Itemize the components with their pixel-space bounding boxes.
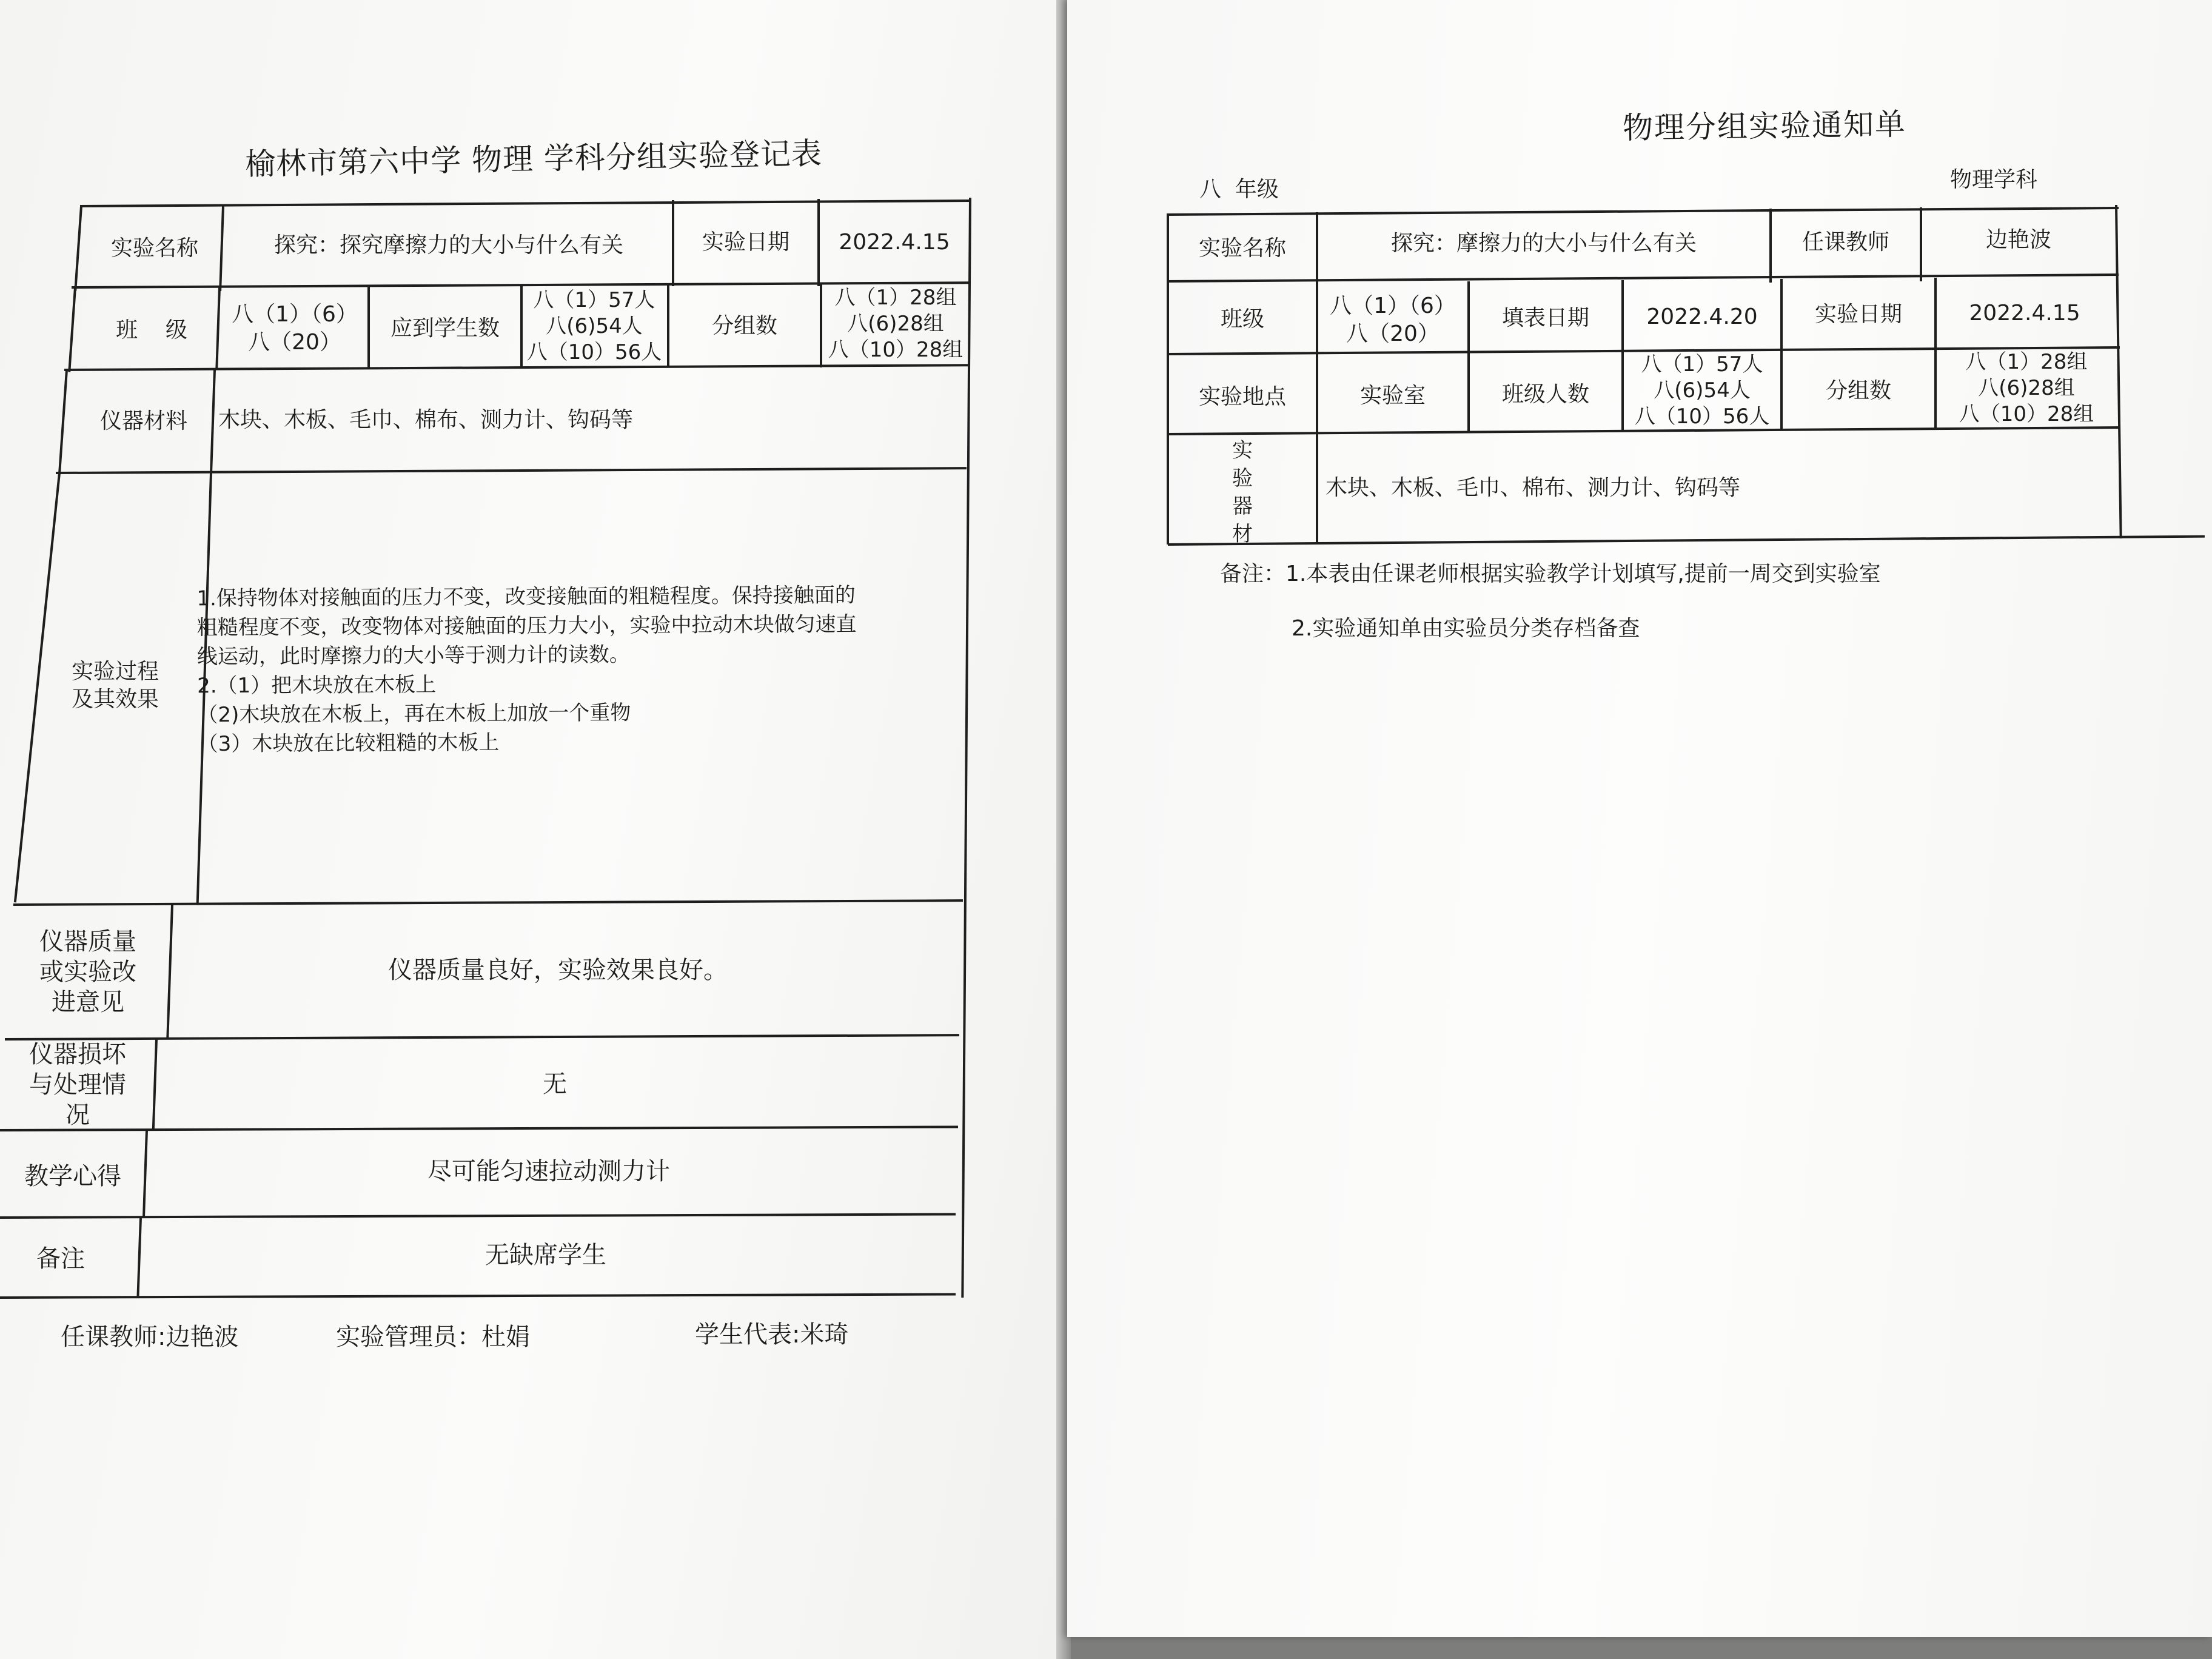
r-equipment-label-char: 实 [1232,438,1253,463]
expected-students-label: 应到学生数 [390,316,500,341]
r-experiment-name-value: 探究：摩擦力的大小与什么有关 [1390,231,1697,256]
r-equipment-label-char: 材 [1232,522,1253,546]
process-line: 粗糙程度不变，改变物体对接触面的压力大小，实验中拉动木块做匀速直 [196,612,857,640]
teaching-label: 教学心得 [24,1162,121,1190]
r-experiment-name-label: 实验名称 [1198,236,1286,261]
r-groups-label: 分组数 [1825,378,1891,403]
quality-label-line: 或实验改 [39,958,136,986]
r-groups-line: 八（10）28组 [1959,402,2094,426]
table-line [68,287,76,372]
table-line [14,473,61,903]
table-line [1168,535,2205,546]
quality-label-line: 进意见 [52,988,124,1016]
teaching-value: 尽可能匀速拉动测力计 [427,1158,670,1185]
r-note-1: 备注：1.本表由任课老师根据实验教学计划填写,提前一周交到实验室 [1220,561,1881,586]
damage-label-line: 仪器损坏 [29,1041,126,1068]
r-location-label: 实验地点 [1198,384,1286,409]
table-line [80,199,970,207]
left-paper-sheet [0,0,1058,1659]
r-experiment-date-label: 实验日期 [1814,302,1902,327]
experiment-name-value: 探究：探究摩擦力的大小与什么有关 [273,233,623,258]
expected-line: 八(6)54人 [546,314,643,338]
lab-manager-signature: 实验管理员：杜娟 [336,1323,530,1351]
r-count-line: 八（10）56人 [1634,404,1770,429]
quality-value: 仪器质量良好，实验效果良好。 [388,956,728,984]
r-groups-value [1937,349,2116,427]
expected-line: 八（1）57人 [533,288,655,312]
class-value-line: 八（1）（6） [232,302,358,327]
groups-line: 八(6)28组 [847,312,944,336]
experiment-date-value: 2022.4.15 [839,230,950,255]
r-groups-line: 八（1）28组 [1965,350,2088,374]
student-rep-signature: 学生代表:米琦 [695,1321,849,1349]
r-equipment-label [1169,437,1316,548]
quality-label [18,927,158,1017]
r-note-2: 2.实验通知单由实验员分类存档备查 [1292,616,1640,641]
table-line [142,1130,148,1218]
r-count-line: 八(6)54人 [1654,378,1751,403]
r-experiment-date-value: 2022.4.15 [1969,301,2080,326]
r-location-value: 实验室 [1359,383,1426,408]
r-fill-date-value: 2022.4.20 [1646,304,1758,329]
process-line: （2)木块放在木板上，再在木板上加放一个重物 [197,700,631,728]
process-line: 1.保持物体对接触面的压力不变，改变接触面的粗糙程度。保持接触面的 [196,583,856,611]
grade-label: 八 年级 [1199,177,1279,202]
table-line [56,467,967,474]
expected-students-value [523,287,666,366]
r-equipment-label-char: 验 [1232,466,1253,491]
process-label-line: 及其效果 [71,687,159,712]
quality-label-line: 仪器质量 [39,928,136,956]
r-teacher-value: 边艳波 [1985,227,2051,252]
right-paper-sheet [1067,0,2212,1637]
damage-value: 无 [543,1070,567,1098]
groups-label: 分组数 [711,313,777,338]
process-line: （3）木块放在比较粗糙的木板上 [197,730,500,757]
table-line [152,1039,158,1130]
left-form-title: 榆林市第六中学 物理 学科分组实验登记表 [244,135,823,183]
left-form-table [0,0,1058,1659]
right-form-title: 物理分组实验通知单 [1622,106,1907,146]
r-fill-date-label: 填表日期 [1501,306,1589,330]
table-line [0,1293,956,1299]
r-class-value-line: 八（1）（6） [1330,293,1456,318]
table-line [58,370,68,474]
process-label [61,658,170,714]
materials-value: 木块、木板、毛巾、棉布、测力计、钩码等 [218,407,634,432]
experiment-date-label: 实验日期 [702,230,789,255]
table-line [136,1218,142,1298]
table-line [166,905,173,1039]
r-class-count-value [1624,352,1780,430]
table-line [74,206,82,291]
r-class-label: 班级 [1220,307,1264,332]
r-class-count-label: 班级人数 [1501,382,1589,407]
r-teacher-label: 任课教师 [1801,230,1889,255]
damage-label-line: 与处理情 [29,1071,126,1099]
r-class-value-line: 八（20） [1346,321,1439,346]
process-line: 2.（1）把木块放在木板上 [197,672,437,699]
process-line: 线运动，此时摩擦力的大小等于测力计的读数。 [196,642,630,669]
process-label-line: 实验过程 [71,659,159,684]
groups-line: 八（10）28组 [828,338,964,362]
remarks-value: 无缺席学生 [485,1241,606,1269]
class-value-line: 八（20） [248,330,341,355]
groups-value [822,285,969,363]
teacher-signature: 任课教师:边艳波 [61,1323,239,1351]
damage-label [11,1039,144,1130]
experiment-name-label: 实验名称 [110,236,198,261]
r-count-line: 八（1）57人 [1641,352,1763,377]
r-groups-line: 八(6)28组 [1978,376,2075,400]
r-equipment-value: 木块、木板、毛巾、棉布、测力计、钩码等 [1326,475,1741,500]
class-value [223,301,366,357]
materials-label: 仪器材料 [99,409,187,434]
r-equipment-label-char: 器 [1232,494,1253,518]
process-content [196,580,967,759]
damage-label-line: 况 [65,1101,90,1129]
remarks-label: 备注 [36,1245,85,1273]
table-line [13,899,963,906]
r-class-value [1318,292,1467,348]
groups-line: 八（1）28组 [834,286,957,310]
table-line [219,206,224,291]
subject-label: 物理学科 [1950,167,2038,192]
expected-line: 八（10）56人 [526,340,662,364]
table-line [5,1034,959,1041]
class-label: 班 级 [116,318,187,343]
table-line [64,364,969,371]
